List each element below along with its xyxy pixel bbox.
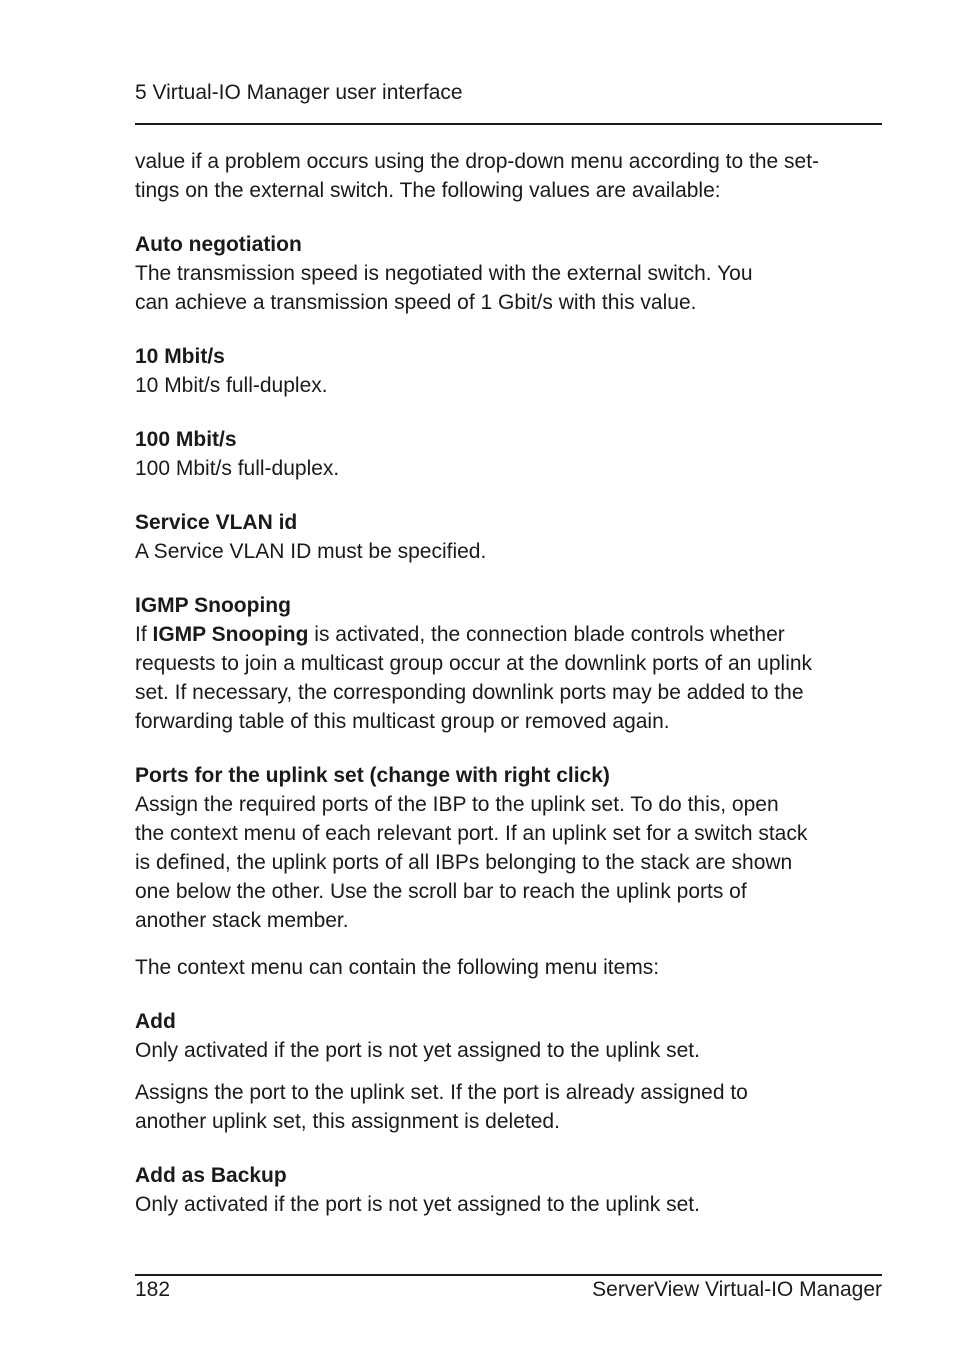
running-header: 5 Virtual-IO Manager user interface	[135, 81, 463, 104]
definition-line: 100 Mbit/s full-duplex.	[135, 457, 340, 480]
definition-line: 10 Mbit/s full-duplex.	[135, 374, 328, 397]
footer-rule	[135, 1274, 882, 1276]
definition-line: can achieve a transmission speed of 1 Gbit/s with this value.	[135, 291, 697, 314]
term-ports-uplink-set: Ports for the uplink set (change with right click)	[135, 764, 610, 787]
definition-line: A Service VLAN ID must be specified.	[135, 540, 487, 563]
page-number: 182	[135, 1278, 171, 1301]
menu-intro: The context menu can contain the following menu items:	[135, 956, 660, 979]
footer-product-name: ServerView Virtual-IO Manager	[592, 1278, 882, 1301]
definition-line	[135, 620, 890, 649]
term-auto-negotiation: Auto negotiation	[135, 233, 302, 256]
inline-text: is activated, the connection blade controls whether	[308, 623, 785, 646]
definition-line: is defined, the uplink ports of all IBPs belonging to the stack are shown	[135, 851, 793, 874]
definition-line: requests to join a multicast group occur at the downlink ports of an uplink	[135, 652, 813, 675]
definition-line: the context menu of each relevant port. If an uplink set for a switch stack	[135, 822, 808, 845]
definition-line: Only activated if the port is not yet assigned to the uplink set.	[135, 1193, 700, 1216]
definition-line: Assigns the port to the uplink set. If the port is already assigned to	[135, 1081, 748, 1104]
term-add-as-backup: Add as Backup	[135, 1164, 287, 1187]
inline-bold-term: IGMP Snooping	[152, 623, 309, 646]
term-service-vlan-id: Service VLAN id	[135, 511, 298, 534]
intro-line: value if a problem occurs using the drop-down menu according to the set-	[135, 150, 820, 173]
definition-line: set. If necessary, the corresponding downlink ports may be added to the	[135, 681, 804, 704]
intro-line: tings on the external switch. The following values are available:	[135, 179, 721, 202]
inline-text: If	[135, 623, 153, 646]
definition-line: Only activated if the port is not yet assigned to the uplink set.	[135, 1039, 700, 1062]
page-body	[135, 147, 890, 1219]
definition-line: another uplink set, this assignment is deleted.	[135, 1110, 560, 1133]
header-rule	[135, 123, 882, 125]
term-100-mbit: 100 Mbit/s	[135, 428, 237, 451]
definition-line: Assign the required ports of the IBP to the uplink set. To do this, open	[135, 793, 779, 816]
term-10-mbit: 10 Mbit/s	[135, 345, 225, 368]
definition-line: The transmission speed is negotiated with the external switch. You	[135, 262, 753, 285]
definition-line: one below the other. Use the scroll bar to reach the uplink ports of	[135, 880, 747, 903]
term-add: Add	[135, 1010, 176, 1033]
term-igmp-snooping: IGMP Snooping	[135, 594, 291, 617]
definition-line: another stack member.	[135, 909, 349, 932]
definition-line: forwarding table of this multicast group or removed again.	[135, 710, 670, 733]
